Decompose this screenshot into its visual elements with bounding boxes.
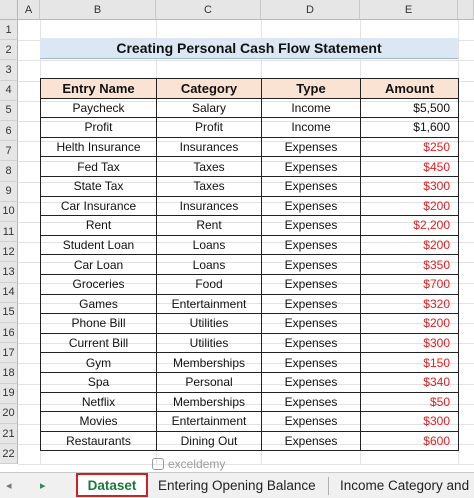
cell-entry-name[interactable]: Current Bill (41, 333, 157, 353)
row-header-20[interactable]: 20 (0, 404, 18, 424)
cell-category[interactable]: Utilities (157, 333, 262, 353)
cell-amount[interactable]: $200 (361, 314, 459, 334)
cell-entry-name[interactable]: Car Loan (41, 255, 157, 275)
row-header-13[interactable]: 13 (0, 262, 18, 282)
column-header-filler (458, 0, 474, 20)
cell-category[interactable]: Insurances (157, 196, 262, 216)
cell-amount[interactable]: $200 (361, 235, 459, 255)
cell-amount[interactable]: $1,600 (361, 118, 459, 138)
cell-entry-name[interactable]: Car Insurance (41, 196, 157, 216)
table-row (41, 98, 459, 118)
cell-amount[interactable]: $600 (361, 431, 459, 451)
cell-type[interactable]: Expenses (262, 333, 361, 353)
watermark (152, 457, 225, 471)
cell-category[interactable]: Loans (157, 255, 262, 275)
cell-type[interactable]: Income (262, 98, 361, 118)
cell-amount[interactable]: $250 (361, 137, 459, 157)
header-type[interactable]: Type (262, 79, 361, 99)
row-header-6[interactable]: 6 (0, 121, 18, 141)
table-row (41, 274, 459, 294)
row-header-22[interactable]: 22 (0, 444, 18, 464)
select-all-corner[interactable] (0, 0, 18, 20)
row-header-21[interactable]: 21 (0, 424, 18, 444)
cell-entry-name[interactable]: Fed Tax (41, 157, 157, 177)
cell-category[interactable]: Taxes (157, 157, 262, 177)
cell-entry-name[interactable]: Netflix (41, 392, 157, 412)
cell-type[interactable]: Income (262, 118, 361, 138)
cell-category[interactable]: Entertainment (157, 294, 262, 314)
column-header-c[interactable]: C (156, 0, 261, 20)
cell-amount[interactable]: $450 (361, 157, 459, 177)
row-header-17[interactable]: 17 (0, 343, 18, 363)
cell-amount[interactable]: $300 (361, 176, 459, 196)
table-row (41, 196, 459, 216)
cell-type[interactable]: Expenses (262, 176, 361, 196)
cell-type[interactable]: Expenses (262, 372, 361, 392)
tab-dataset[interactable]: Dataset (76, 473, 148, 497)
cell-category[interactable]: Memberships (157, 353, 262, 373)
scroll-right-icon[interactable]: ▸ (40, 480, 46, 492)
row-header-15[interactable]: 15 (0, 303, 18, 323)
table-row (41, 255, 459, 275)
header-entry-name[interactable]: Entry Name (41, 79, 157, 99)
row-header-1[interactable]: 1 (0, 20, 18, 40)
cell-category[interactable]: Rent (157, 216, 262, 236)
table-row (41, 353, 459, 373)
cell-entry-name[interactable]: Spa (41, 372, 157, 392)
cash-flow-table (40, 78, 459, 451)
row-header-18[interactable]: 18 (0, 363, 18, 383)
cell-type[interactable]: Expenses (262, 157, 361, 177)
cell-type[interactable]: Expenses (262, 216, 361, 236)
cell-type[interactable]: Expenses (262, 255, 361, 275)
row-header-4[interactable]: 4 (0, 81, 18, 101)
row-header-12[interactable]: 12 (0, 242, 18, 262)
cell-entry-name[interactable]: Gym (41, 353, 157, 373)
cell-type[interactable]: Expenses (262, 235, 361, 255)
table-row (41, 392, 459, 412)
gridline (18, 464, 474, 465)
row-header-19[interactable]: 19 (0, 384, 18, 404)
row-header-3[interactable]: 3 (0, 60, 18, 80)
cell-amount[interactable]: $150 (361, 353, 459, 373)
row-header-2[interactable]: 2 (0, 40, 18, 60)
cell-amount[interactable]: $320 (361, 294, 459, 314)
row-header-14[interactable]: 14 (0, 283, 18, 303)
tab-entering-opening-balance[interactable]: Entering Opening Balance (158, 477, 316, 493)
table-row (41, 333, 459, 353)
table-row (41, 216, 459, 236)
cell-type[interactable]: Expenses (262, 137, 361, 157)
cell-entry-name[interactable]: Student Loan (41, 235, 157, 255)
cell-amount[interactable]: $2,200 (361, 216, 459, 236)
watermark-text: exceldemy (168, 457, 226, 471)
column-header-b[interactable]: B (40, 0, 156, 20)
row-header-11[interactable]: 11 (0, 222, 18, 242)
table-row (41, 294, 459, 314)
column-header-d[interactable]: D (261, 0, 360, 20)
exceldemy-logo-icon (152, 458, 164, 470)
gridline (18, 60, 474, 61)
table-header-row (41, 79, 459, 99)
cell-category[interactable]: Memberships (157, 392, 262, 412)
cell-amount[interactable]: $300 (361, 333, 459, 353)
cell-type[interactable]: Expenses (262, 412, 361, 432)
cell-category[interactable]: Utilities (157, 314, 262, 334)
cell-entry-name[interactable]: Profit (41, 118, 157, 138)
cell-entry-name[interactable]: State Tax (41, 176, 157, 196)
row-header-8[interactable]: 8 (0, 161, 18, 181)
tab-separator (328, 477, 329, 495)
cell-type[interactable]: Expenses (262, 294, 361, 314)
table-row (41, 431, 459, 451)
cell-amount[interactable]: $700 (361, 274, 459, 294)
cell-category[interactable]: Insurances (157, 137, 262, 157)
cell-entry-name[interactable]: Groceries (41, 274, 157, 294)
scroll-left-icon[interactable]: ◂ (6, 480, 12, 492)
cell-entry-name[interactable]: Restaurants (41, 431, 157, 451)
cell-amount[interactable]: $200 (361, 196, 459, 216)
cell-category[interactable]: Taxes (157, 176, 262, 196)
table-row (41, 176, 459, 196)
table-row (41, 157, 459, 177)
cell-type[interactable]: Expenses (262, 314, 361, 334)
table-row (41, 412, 459, 432)
cell-category[interactable]: Salary (157, 98, 262, 118)
row-header-7[interactable]: 7 (0, 141, 18, 161)
cell-category[interactable]: Loans (157, 235, 262, 255)
table-row (41, 137, 459, 157)
cell-type[interactable]: Expenses (262, 196, 361, 216)
cell-type[interactable]: Expenses (262, 431, 361, 451)
sheet-tab-bar (0, 472, 474, 498)
table-row (41, 118, 459, 138)
cell-entry-name[interactable]: Movies (41, 412, 157, 432)
cell-amount[interactable]: $350 (361, 255, 459, 275)
cell-category[interactable]: Profit (157, 118, 262, 138)
sheet-title: Creating Personal Cash Flow Statement (40, 38, 458, 59)
cell-entry-name[interactable]: Helth Insurance (41, 137, 157, 157)
cell-category[interactable]: Food (157, 274, 262, 294)
table-row (41, 372, 459, 392)
table-row (41, 235, 459, 255)
row-header-16[interactable]: 16 (0, 323, 18, 343)
header-category[interactable]: Category (157, 79, 262, 99)
cell-category[interactable]: Dining Out (157, 431, 262, 451)
cell-entry-name[interactable]: Phone Bill (41, 314, 157, 334)
column-header-a[interactable]: A (18, 0, 40, 20)
cell-category[interactable]: Entertainment (157, 412, 262, 432)
cell-amount[interactable]: $340 (361, 372, 459, 392)
cell-amount[interactable]: $300 (361, 412, 459, 432)
header-amount[interactable]: Amount (361, 79, 459, 99)
cell-entry-name[interactable]: Games (41, 294, 157, 314)
tab-income-category[interactable]: Income Category and (340, 477, 470, 493)
row-header-9[interactable]: 9 (0, 182, 18, 202)
column-header-e[interactable]: E (360, 0, 458, 20)
cell-entry-name[interactable]: Paycheck (41, 98, 157, 118)
row-header-10[interactable]: 10 (0, 202, 18, 222)
cell-amount[interactable]: $5,500 (361, 98, 459, 118)
row-header-5[interactable]: 5 (0, 101, 18, 121)
table-row (41, 314, 459, 334)
cell-entry-name[interactable]: Rent (41, 216, 157, 236)
cell-type[interactable]: Expenses (262, 392, 361, 412)
cell-type[interactable]: Expenses (262, 274, 361, 294)
cell-category[interactable]: Personal (157, 372, 262, 392)
cell-type[interactable]: Expenses (262, 353, 361, 373)
cell-amount[interactable]: $50 (361, 392, 459, 412)
